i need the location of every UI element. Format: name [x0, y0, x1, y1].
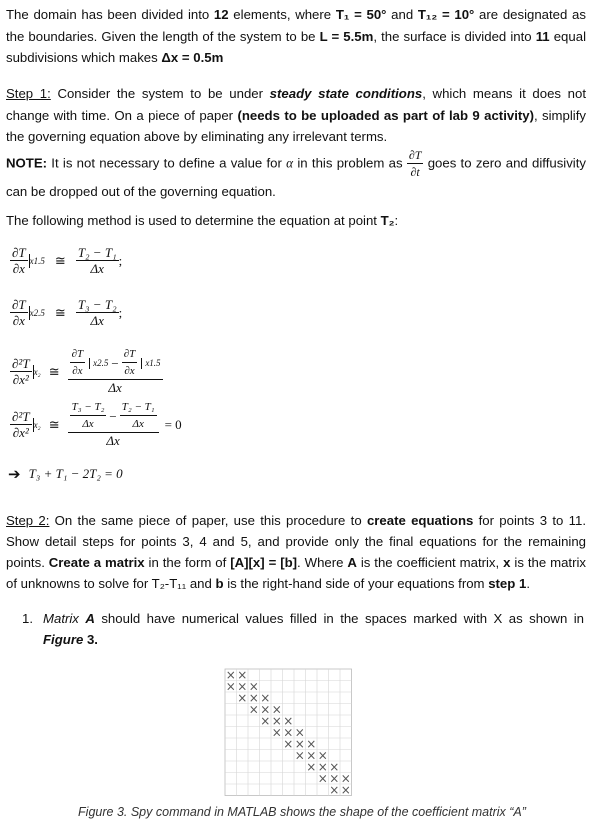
spy-marker: × [225, 679, 236, 694]
spy-marker: × [329, 759, 340, 774]
list-item: 1. Matrix A should have numerical values filled in the spaces marked with X as shown in Figure 3. [22, 611, 585, 647]
dT-dt-fraction: $\frac{\partial T}{\partial t}$ [408, 148, 422, 179]
final-equation: ➔ T₃ + T₁ − 2T₂ = 0 [8, 465, 123, 483]
step2-paragraph: Step 2: On the same piece of paper, use this procedure to create equations for points 3 to 11. Show detail steps for points 3, 4 and 5, and provide only the final equations for the remaining points. Create a matrix in the form of [A][x] = [b]. Where A is the coefficient matrix, x is the matrix of unknowns to solve for T₂-T₁₁ and b is the right-hand side of your equations from step 1. [6, 513, 586, 591]
arrow-icon: ➔ [8, 465, 21, 483]
spy-marker: × [283, 713, 294, 728]
note-paragraph: NOTE: It is not necessary to define a value for α in this problem as $\frac{\partial T}{\partial t}$ goes to zero and diffusivity can be dropped out of the governing equation. [6, 148, 586, 199]
spy-marker: × [306, 736, 317, 751]
spy-marker: × [294, 736, 305, 751]
spy-marker: × [317, 759, 328, 774]
spy-marker: × [294, 748, 305, 763]
equation-2: $\frac{\partial T}{\partial x}$ x2.5 ≅ $\frac{\text{T₃ − T₂}}{\Delta x}$ ; [12, 297, 123, 328]
spy-marker: × [260, 702, 271, 717]
spy-marker: × [306, 759, 317, 774]
spy-marker: × [340, 771, 351, 786]
spy-marker: × [271, 713, 282, 728]
spy-marker: × [260, 690, 271, 705]
spy-marker: × [225, 667, 236, 682]
spy-marker: × [271, 725, 282, 740]
spy-marker: × [306, 748, 317, 763]
step1-paragraph: Step 1: Consider the system to be under steady state conditions, which means it does not change with time. On a piece of paper (needs to be uploaded as part of lab 9 activity), simplify the governing equation above by eliminating any irrelevant terms. [6, 86, 587, 144]
equation-3: $\frac{\text{∂²T}}{\text{∂x²}}$ x₂ ≅ $\frac{\partial T}{\partial x}$ x2.5 − $\frac{\partial T}{\partial x}$ x1.5 Δx [12, 348, 161, 395]
spy-marker: × [294, 725, 305, 740]
spy-figure [223, 667, 355, 802]
intro-paragraph: The domain has been divided into 12 elements, where T₁ = 50° and T₁₂ = 10° are designated as the boundaries. Given the length of the system to be L = 5.5m, the surface is divided into 11 equal subdivisions which makes Δx = 0.5m [6, 7, 586, 65]
spy-marker: × [248, 690, 259, 705]
spy-marker: × [271, 702, 282, 717]
spy-marker: × [317, 771, 328, 786]
equation-4: $\frac{\text{∂²T}}{\text{∂x²}}$ x₂ ≅ $\frac{\text{T₃ − T₂}}{\Delta x}$ − $\frac{\text{T₂ − T₁}}{\Delta x}$ Δx = 0 [12, 401, 182, 448]
spy-marker: × [237, 679, 248, 694]
spy-marker: × [329, 771, 340, 786]
spy-marker: × [237, 690, 248, 705]
figure-caption: Figure 3. Spy command in MATLAB shows the shape of the coefficient matrix “A” [78, 805, 526, 819]
spy-marker: × [248, 679, 259, 694]
spy-marker: × [317, 748, 328, 763]
spy-marker: × [340, 782, 351, 797]
spy-marker: × [260, 713, 271, 728]
spy-marker: × [237, 667, 248, 682]
spy-marker: × [283, 736, 294, 751]
spy-marker: × [248, 702, 259, 717]
method-sentence: The following method is used to determine the equation at point T₂: [6, 213, 399, 228]
spy-marker: × [283, 725, 294, 740]
spy-marker: × [329, 782, 340, 797]
spy-plot [223, 667, 355, 799]
equation-1: $\frac{\partial T}{\partial x}$ x1.5 ≅ $\frac{\text{T₂ − T₁}}{\Delta x}$ ; [12, 245, 123, 276]
